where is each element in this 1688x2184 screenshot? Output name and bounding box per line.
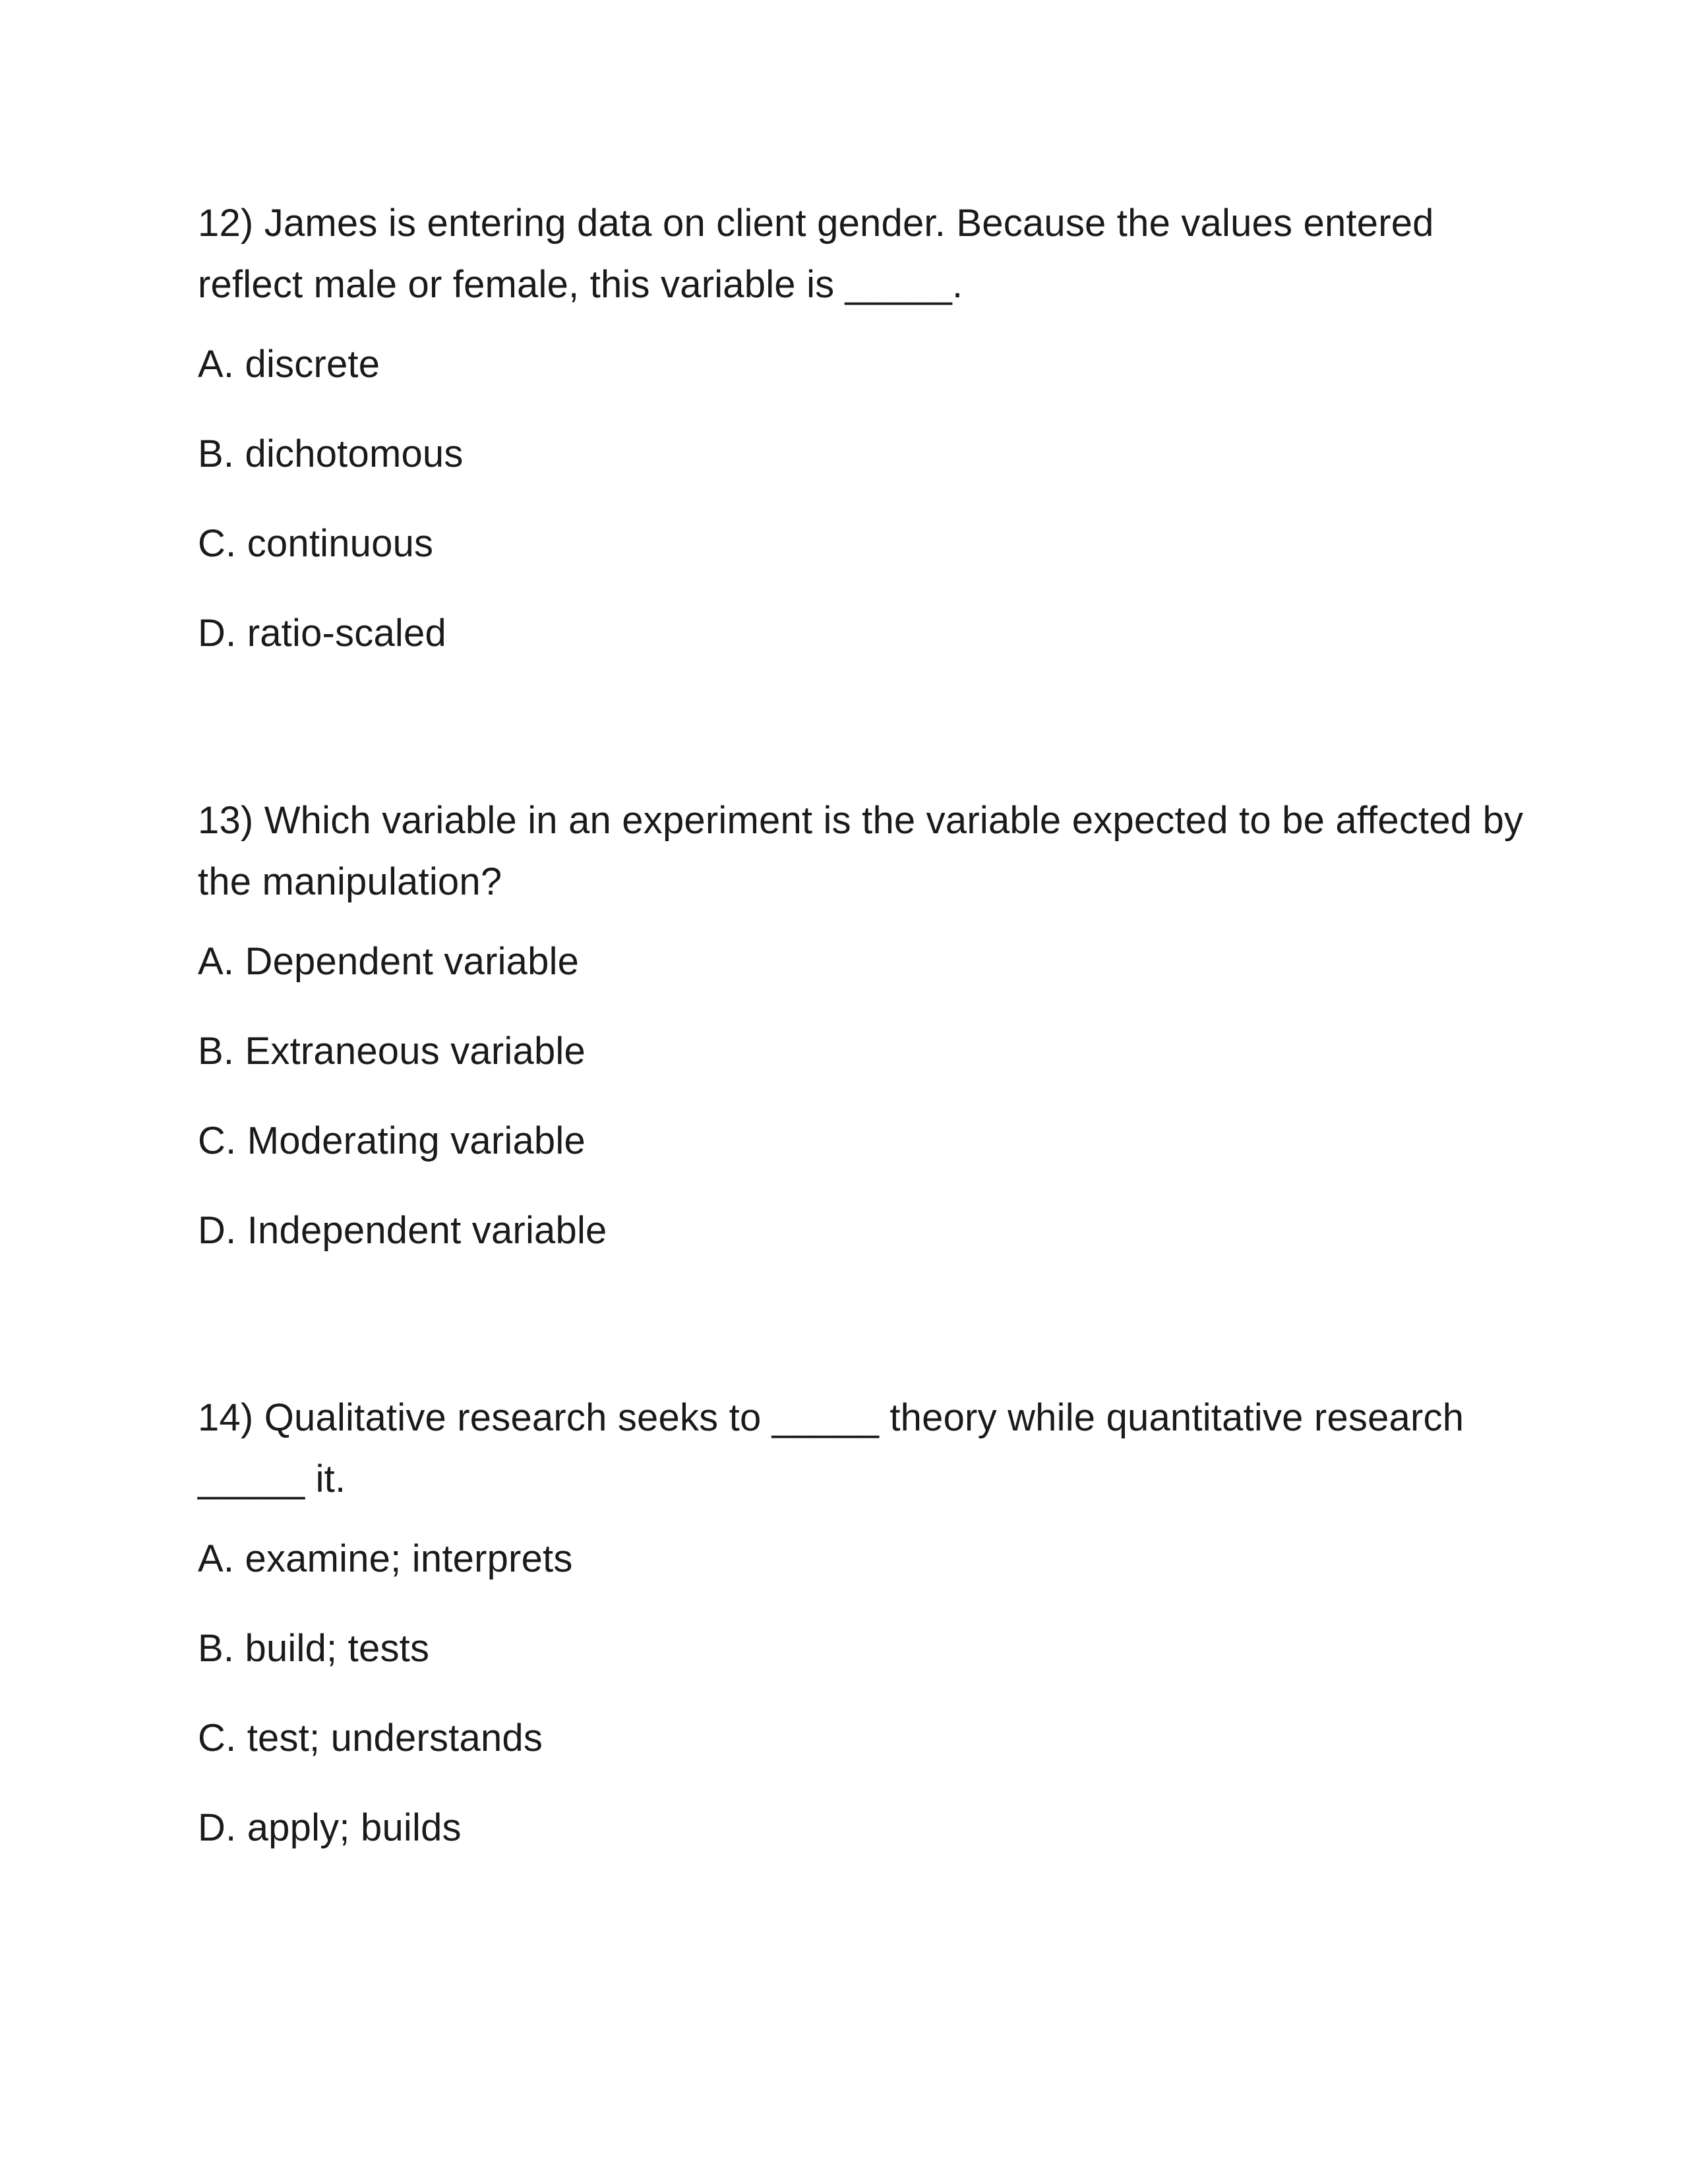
answer-option-b: B. dichotomous [198,432,464,475]
answer-options [198,938,1543,1254]
question-12 [198,192,1543,657]
answer-option-b: B. Extraneous variable [198,1030,586,1073]
question-text: 13) Which variable in an experiment is the variable expected to be affected by the manipulation? [198,799,1524,903]
question-13 [198,790,1543,1254]
answer-option-a: A. examine; interprets [198,1537,573,1580]
answer-options [198,341,1543,657]
answer-option-c: C. Moderating variable [198,1119,586,1162]
answer-option-a: A. Dependent variable [198,940,580,983]
answer-option-b: B. build; tests [198,1627,430,1670]
question-14 [198,1387,1543,1852]
answer-option-a: A. discrete [198,343,380,386]
answer-option-d: D. Independent variable [198,1209,607,1252]
answer-option-d: D. ratio-scaled [198,612,446,655]
question-text: 14) Qualitative research seeks to _____ theory while quantitative research _____ it. [198,1396,1464,1500]
answer-options [198,1535,1543,1852]
answer-option-c: C. continuous [198,522,434,565]
question-text: 12) James is entering data on client gender. Because the values entered reflect male or female, this variable is _____. [198,202,1434,306]
answer-option-d: D. apply; builds [198,1806,462,1849]
answer-option-c: C. test; understands [198,1717,543,1759]
